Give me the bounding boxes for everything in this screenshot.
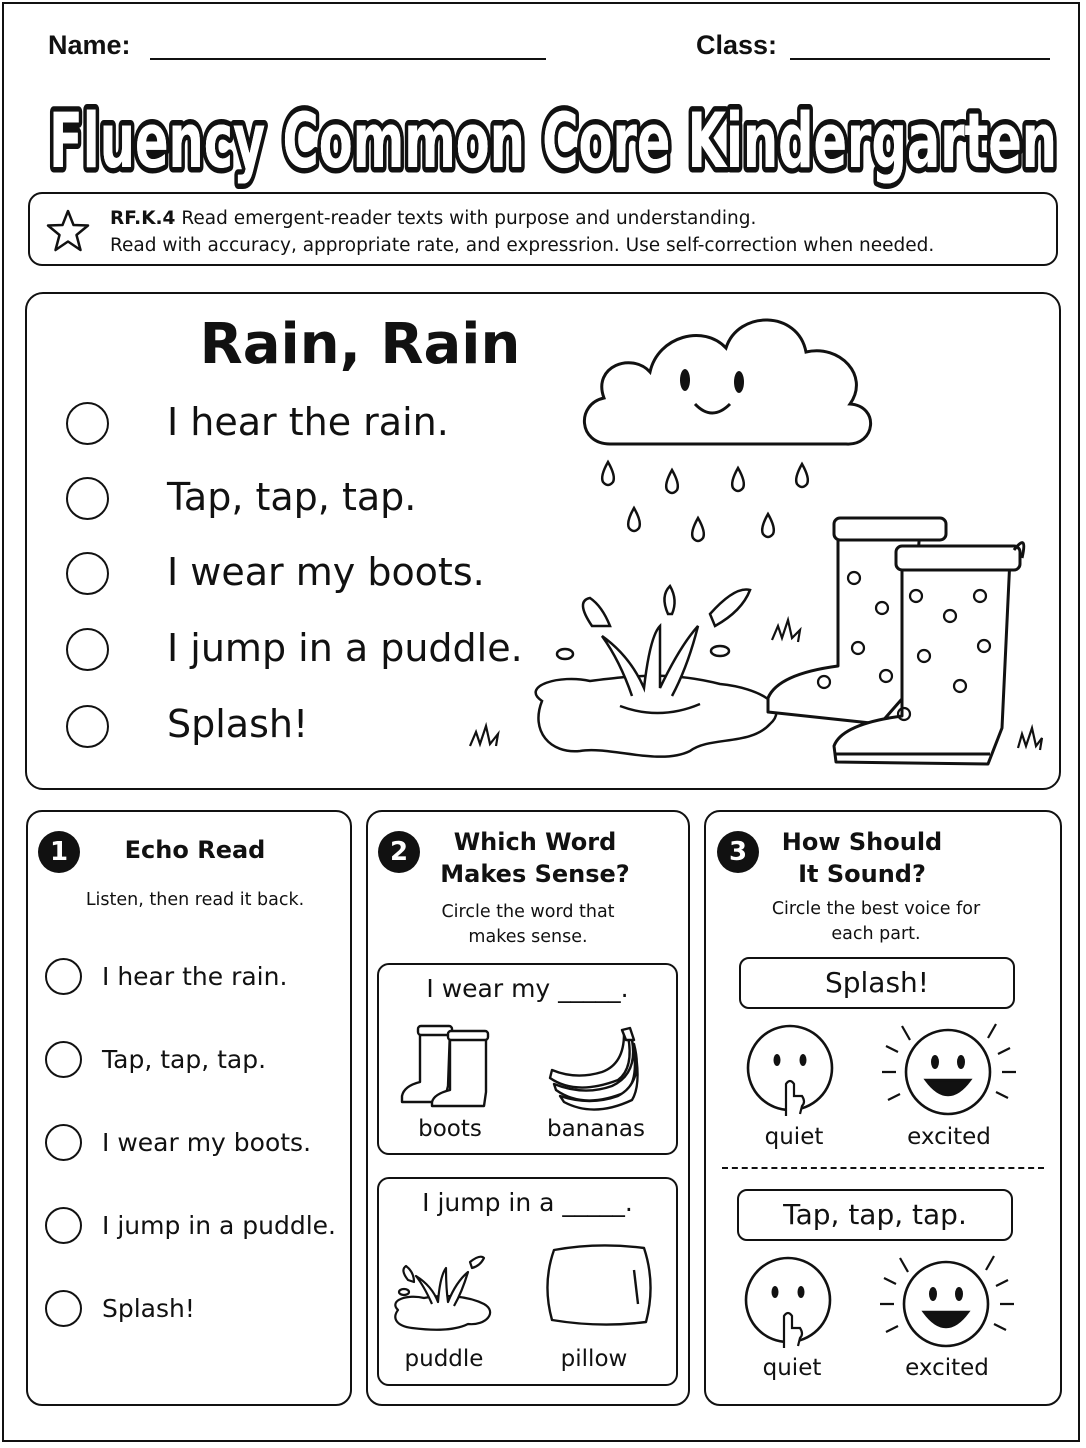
pillow-icon[interactable] [540, 1240, 658, 1330]
quiet-face-icon[interactable] [742, 1254, 836, 1350]
section-3-title [752, 826, 972, 890]
class-label: Class: [696, 30, 778, 60]
word-option-pillow[interactable]: pillow [560, 1346, 628, 1372]
echo-line-3: I wear my boots. [102, 1128, 312, 1157]
section-3-title-line-2: It Sound? [798, 860, 926, 888]
class-field[interactable] [790, 58, 1050, 60]
puddle-icon[interactable] [388, 1250, 498, 1336]
poem-title: Rain, Rain [199, 312, 521, 377]
section-divider [722, 1167, 1044, 1169]
poem-checkbox-5[interactable] [66, 705, 109, 748]
standard-line-1: Read emergent-reader texts with purpose and understanding. [181, 208, 757, 229]
echo-checkbox-3[interactable] [45, 1124, 82, 1161]
echo-checkbox-4[interactable] [45, 1207, 82, 1244]
voice-option-excited-2[interactable]: excited [905, 1355, 989, 1381]
word-sentence-1: I wear my _____. [426, 974, 629, 1003]
word-option-boots[interactable]: boots [418, 1116, 482, 1142]
puddle-splash-icon [536, 586, 777, 757]
poem-line-5: Splash! [167, 702, 309, 746]
poem-line-3: I wear my boots. [167, 550, 485, 594]
word-sentence-2: I jump in a _____. [422, 1188, 633, 1217]
standard-text [110, 205, 934, 259]
echo-line-4: I jump in a puddle. [102, 1211, 337, 1240]
boots-icon[interactable] [396, 1022, 492, 1108]
section-1-number: 1 [38, 831, 80, 873]
section-3-instruction-line-2: each part. [831, 924, 921, 944]
section-1-title: Echo Read [124, 836, 266, 864]
voice-option-excited-1[interactable]: excited [907, 1124, 991, 1150]
section-1-instruction: Listen, then read it back. [85, 890, 305, 910]
standard-line-2: Read with accuracy, appropriate rate, and expressrion. Use self-correction when needed. [110, 235, 935, 256]
name-field[interactable] [150, 58, 546, 60]
poem-checkbox-1[interactable] [66, 402, 109, 445]
section-2-title [422, 826, 648, 890]
title-text: Fluency Common Core Kindergarten [49, 96, 1057, 185]
echo-line-2: Tap, tap, tap. [102, 1045, 267, 1074]
rain-drops-icon [602, 462, 808, 541]
echo-line-1: I hear the rain. [102, 962, 288, 991]
section-3-instruction [704, 897, 1048, 947]
standard-code: RF.K.4 [110, 208, 176, 229]
name-label: Name: [48, 30, 131, 60]
voice-phrase-2: Tap, tap, tap. [737, 1189, 1013, 1241]
poem-line-1: I hear the rain. [167, 400, 449, 444]
section-3-title-line-1: How Should [781, 828, 943, 856]
word-option-puddle[interactable]: puddle [404, 1346, 484, 1372]
section-3-number: 3 [717, 831, 759, 873]
voice-phrase-1: Splash! [739, 957, 1015, 1009]
star-icon [44, 208, 92, 254]
section-2-title-line-1: Which Word [453, 828, 617, 856]
voice-option-quiet-1[interactable]: quiet [764, 1124, 824, 1150]
section-2-instruction [366, 900, 690, 950]
echo-checkbox-2[interactable] [45, 1041, 82, 1078]
echo-checkbox-1[interactable] [45, 958, 82, 995]
excited-face-icon[interactable] [878, 1018, 1020, 1128]
rain-boots-icon [768, 518, 1024, 764]
poem-checkbox-3[interactable] [66, 552, 109, 595]
rain-cloud-icon [584, 320, 870, 444]
poem-checkbox-4[interactable] [66, 628, 109, 671]
section-3-instruction-line-1: Circle the best voice for [771, 899, 981, 919]
bananas-icon[interactable] [546, 1026, 644, 1114]
section-2-instruction-line-2: makes sense. [468, 927, 588, 947]
grass-icon [468, 722, 512, 748]
section-2-instruction-line-1: Circle the word that [441, 902, 615, 922]
worksheet-title [0, 72, 1086, 192]
word-option-bananas[interactable]: bananas [546, 1116, 646, 1142]
poem-line-4: I jump in a puddle. [167, 626, 523, 670]
poem-line-2: Tap, tap, tap. [167, 475, 417, 519]
rain-illustration [520, 296, 1055, 786]
echo-checkbox-5[interactable] [45, 1290, 82, 1327]
section-2-title-line-2: Makes Sense? [440, 860, 630, 888]
echo-line-5: Splash! [102, 1294, 195, 1323]
excited-face-icon[interactable] [876, 1250, 1018, 1360]
poem-checkbox-2[interactable] [66, 477, 109, 520]
voice-option-quiet-2[interactable]: quiet [762, 1355, 822, 1381]
section-2-number: 2 [378, 831, 420, 873]
title-text-fill: Fluency Common Core Kindergarten [49, 96, 1057, 185]
quiet-face-icon[interactable] [744, 1022, 838, 1118]
